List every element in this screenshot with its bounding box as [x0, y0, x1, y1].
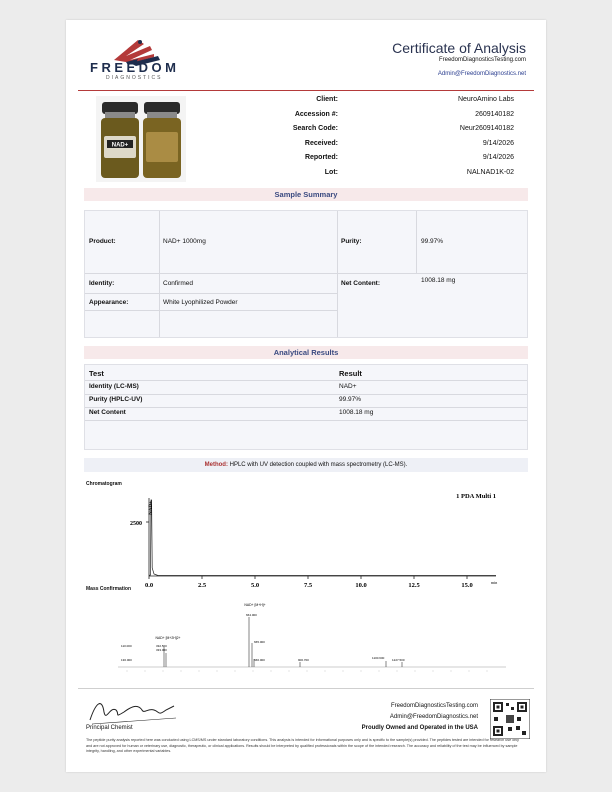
info-label: Client: [316, 96, 338, 103]
header-site-link[interactable]: FreedomDiagnosticsTesting.com [438, 57, 526, 63]
brand-subtitle: DIAGNOSTICS [106, 75, 163, 81]
ms-peak-665: 665.000 [254, 640, 265, 644]
info-label: Received: [304, 139, 338, 147]
chromatogram-label: Chromatogram [86, 481, 122, 487]
chrom-x-tick-label: 12.5 [408, 582, 420, 589]
footer-divider [78, 688, 534, 689]
info-value: Neur2609140182 [459, 125, 514, 132]
ms-double-ion: NAD+ [M+2H]2+ [155, 636, 181, 640]
purity-value: 99.97% [421, 238, 444, 245]
footer-tagline: Proudly Owned and Operated in the USA [361, 725, 478, 731]
mass-spectrum-plot [86, 595, 526, 677]
ms-peak-332: 332.500 [156, 644, 167, 648]
col-result-header: Result [339, 369, 362, 378]
chrom-y-tick: 2500 [130, 521, 142, 527]
result-test: Identity (LC-MS) [89, 383, 139, 390]
ms-peak-130: 130.000 [121, 658, 132, 662]
chrom-peak-label: NAD+ [149, 501, 154, 515]
product-value: NAD+ 1000mg [163, 238, 206, 245]
ms-peak-1227: 1227.500 [392, 658, 405, 662]
info-label: Search Code: [292, 125, 338, 132]
chrom-x-axis [145, 576, 473, 589]
chrom-x-tick-label: 15.0 [461, 582, 473, 589]
info-row [226, 125, 526, 138]
sample-summary-panel [84, 210, 528, 338]
info-value: NALNAD1K-02 [466, 168, 514, 176]
info-label: Accession #: [294, 110, 338, 118]
result-value: 1008.18 mg [339, 409, 374, 416]
col-test-header: Test [89, 369, 104, 378]
method-text: HPLC with UV detection coupled with mass spectrometry (LC-MS). [229, 462, 408, 468]
info-row [226, 96, 526, 109]
ms-peak-110: 110.000 [121, 644, 132, 648]
footer-email-link[interactable]: Admin@FreedomDiagnostics.net [389, 714, 478, 720]
method-label: Method: [204, 462, 228, 468]
disclaimer-text: The peptide purity analysis reported here was conducted using LCMS/MS under standard laboratory conditions. This analysis is intended for informational purposes only and is specific to the sample(s) provided. The peptides tested are intended for research use only and are not approved for human or veterinary use, diagnostic, therapeutic, or clinical applications. Results should be interpreted by qualified professionals within the scope of the intended research. The accuracy and reliability of the test may be influenced by sample integrity, handling, and other experimental variables. [86, 738, 519, 753]
certificate-sheet [66, 20, 546, 772]
chrom-legend: 1 PDA Multi 1 [456, 493, 496, 500]
info-label: Reported: [304, 154, 338, 161]
ms-peak-666: 666.000 [254, 658, 265, 662]
mass-confirmation-label: Mass Confirmation [86, 586, 132, 592]
result-value: 99.97% [339, 396, 362, 403]
chrom-x-tick-label: 2.5 [197, 582, 207, 589]
identity-value: Confirmed [163, 280, 193, 287]
net-content-value: 1008.18 mg [421, 277, 456, 284]
net-content-label: Net Content: [341, 280, 380, 287]
info-label: Lot: [324, 168, 338, 176]
info-row [226, 154, 526, 167]
signer-title: Principal Chemist [86, 725, 133, 731]
info-value: NeuroAmino Labs [457, 96, 514, 103]
method-bar [84, 458, 528, 472]
brand-name: FREEDOM [90, 60, 180, 75]
info-row [226, 169, 526, 182]
info-value: 2609140182 [475, 110, 514, 118]
analytical-results-header: Analytical Results [84, 346, 528, 359]
ms-main-ion: NAD+ [M+H]+ [244, 603, 266, 607]
row-divider [85, 420, 527, 421]
chromatogram-plot [86, 488, 526, 606]
ms-peak-900: 900.700 [298, 658, 309, 662]
purity-label: Purity: [341, 238, 362, 245]
info-value: 9/14/2026 [482, 139, 514, 147]
page-title: Certificate of Analysis [392, 40, 526, 56]
analytical-results-table [84, 364, 528, 450]
ms-peak-1100: 1100.600 [372, 656, 385, 660]
product-vials-image [96, 96, 186, 182]
footer-site-link[interactable]: FreedomDiagnosticsTesting.com [390, 703, 478, 709]
chrom-x-tick-label: 10.0 [355, 582, 367, 589]
info-row [226, 111, 526, 124]
sample-summary-header: Sample Summary [84, 188, 528, 201]
chrom-x-tick-label: 7.5 [303, 582, 313, 589]
chrom-x-unit: min [491, 580, 498, 585]
result-test: Net Content [89, 409, 126, 416]
product-label: Product: [89, 238, 116, 245]
ms-peak-664: 664.000 [246, 613, 257, 617]
qr-code-icon[interactable] [490, 699, 530, 739]
result-test: Purity (HPLC-UV) [89, 396, 143, 403]
appearance-label: Appearance: [89, 299, 129, 306]
ms-peak-333: 333.000 [156, 648, 167, 652]
info-value: 9/14/2026 [482, 154, 514, 161]
vial-label: NAD+ [111, 142, 129, 149]
chrom-x-tick-label: 0.0 [144, 582, 154, 589]
appearance-value: White Lyophilized Powder [163, 299, 238, 306]
row-divider [85, 394, 527, 395]
header-divider [78, 90, 534, 91]
header-email-link[interactable]: Admin@FreedomDiagnostics.net [437, 71, 526, 77]
row-divider [85, 407, 527, 408]
chrom-x-tick-label: 5.0 [250, 582, 260, 589]
header [66, 20, 546, 88]
result-value: NAD+ [339, 383, 357, 390]
identity-label: Identity: [89, 280, 115, 287]
info-row [226, 140, 526, 153]
